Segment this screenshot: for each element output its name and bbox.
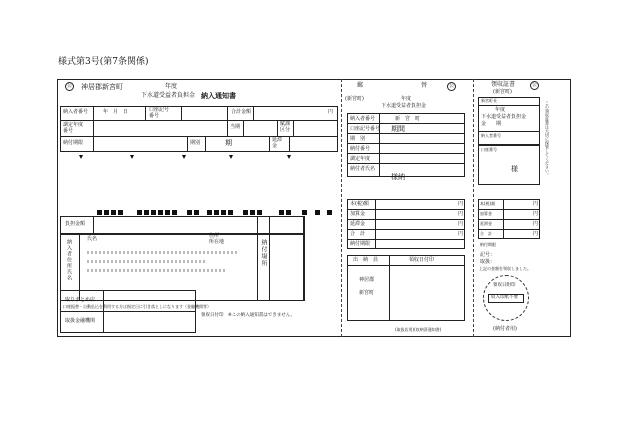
postal-fund-name: 下水道受益者負担金 xyxy=(381,103,427,109)
postal-town: 新 宮 町 xyxy=(395,116,421,122)
marker-arrow xyxy=(130,155,134,159)
receipt-note-3: 上記の金額を領収しました。 xyxy=(479,266,531,271)
postal-deadline: 納付期限 xyxy=(350,241,371,247)
notice-fund-name: 下水道受益者負担金 xyxy=(141,92,196,99)
receipt-delay-fee: 延滞金 xyxy=(480,221,492,226)
postal-name-value: 様納 xyxy=(391,173,405,181)
receipt-stamp-icon: 公 xyxy=(531,82,537,88)
postal-stamp-icon: 公 xyxy=(448,83,454,89)
postal-yen-4: 円 xyxy=(458,231,464,237)
receipt-footer: (納付者用) xyxy=(493,326,517,332)
postal-amount-main: 本(税)額 xyxy=(350,201,369,207)
notice-footnote: 口座振替・自動払込を利用する方は指定日に引き落としになります（金融機関等） xyxy=(63,304,211,309)
receipt-payer-number: 納入者番号 xyxy=(481,133,501,138)
postal-stamp-header: 領収日付印 xyxy=(409,257,435,263)
postal-account-value: 期間 xyxy=(391,125,405,133)
postal-surcharge: 加算金 xyxy=(350,211,366,217)
total-amount-label: 合計金額 xyxy=(231,109,252,115)
current-period-label: 当期 xyxy=(230,124,241,130)
notice-section xyxy=(57,79,341,337)
postal-section xyxy=(341,79,467,337)
receipt-yen-3: 円 xyxy=(533,221,539,227)
notice-year-label: 年度 xyxy=(165,83,178,90)
receipt-total: 合 計 xyxy=(480,231,492,236)
detail-table-title: 負担金額 xyxy=(65,221,86,227)
postal-header-2: 替 xyxy=(421,82,428,89)
bottom-box-2-label: 取扱金融機関 xyxy=(65,318,96,324)
postal-bank-2: 新宮町 xyxy=(359,290,375,296)
period-delay-label: 延滞 金 xyxy=(272,137,283,149)
receipt-period-line: 金 期 xyxy=(481,121,502,127)
receipt-stamp-sub: 収入印紙不要 xyxy=(491,295,518,300)
receipt-town-line: 新宮町長 xyxy=(481,98,497,103)
fiscal-year-label: 調定年度 番号 xyxy=(63,122,84,134)
period-label: 期別 xyxy=(190,140,201,146)
receipt-amount-main: 本(税)額 xyxy=(480,201,496,206)
receipt-year: 年度 xyxy=(495,107,506,113)
receipt-yen-4: 円 xyxy=(533,231,539,237)
postal-yen-2: 円 xyxy=(458,211,464,217)
receipt-account-label: 口座番号 xyxy=(481,147,497,152)
postal-yen-1: 円 xyxy=(458,201,464,207)
notice-detail-table xyxy=(60,216,304,234)
period-value: 期 xyxy=(225,139,232,147)
official-stamp-icon: 公 xyxy=(66,83,72,89)
perforation-line-2 xyxy=(473,79,474,337)
receipt-note-1: 記号： xyxy=(480,252,496,258)
postal-total: 合 計 xyxy=(350,231,366,237)
postal-payment-number: 納付番号 xyxy=(350,146,371,152)
payment-period-label: 納付期限 xyxy=(63,140,84,146)
postal-period-label: 期 別 xyxy=(350,136,366,142)
postal-footnote: (取扱店用)(収納済通知書) xyxy=(395,327,442,332)
notice-municipality: 神居郡新宮町 xyxy=(81,83,123,91)
notice-bottom-note: 領収日付印 ※この納入通知書はできません。 xyxy=(201,313,296,318)
address-column-label: 住所 所在地 xyxy=(209,233,225,245)
postal-town-paren: (新宮町) xyxy=(345,96,364,102)
receipt-town-paren: (新宮町) xyxy=(493,89,512,95)
receipt-surcharge: 加算金 xyxy=(480,211,492,216)
receipt-name-value: 様 xyxy=(511,165,518,173)
yen-label: 円 xyxy=(328,109,334,115)
postal-header-1: 郵 xyxy=(357,82,364,89)
postal-bank-1: 神居郡 xyxy=(359,277,375,283)
receipt-section xyxy=(475,79,571,337)
marker-arrow xyxy=(79,155,83,159)
postal-fiscal-year: 調定年度 xyxy=(350,156,371,162)
vertical-payment-place: 納付場所 xyxy=(260,239,267,267)
receipt-yen-1: 円 xyxy=(533,201,539,207)
name-column-label: 氏名 xyxy=(87,236,98,242)
vertical-left-label: 納入者住所氏名 xyxy=(66,239,72,281)
postal-year: 年度 xyxy=(401,96,412,102)
subject-label: 賦課 区分 xyxy=(280,121,291,133)
postal-yen-3: 円 xyxy=(458,221,464,227)
payer-number-label: 納入者番号 xyxy=(63,109,89,115)
date-label: 年 月 日 xyxy=(103,109,129,115)
marker-arrow xyxy=(287,155,291,159)
marker-arrow xyxy=(229,155,233,159)
receipt-fund-name: 下水道受益者負担金 xyxy=(481,114,527,120)
bottom-box-1-label: 取りまとめ店 xyxy=(65,297,96,303)
postal-recipient-header: 出 納 員 xyxy=(353,257,379,263)
account-label: 口座記号 番号 xyxy=(149,107,170,119)
notice-title: 納入通知書 xyxy=(201,92,236,100)
receipt-yen-2: 円 xyxy=(533,211,539,217)
postal-account-label: 口座記号番号 xyxy=(350,126,381,132)
postal-delay-fee: 延滞金 xyxy=(350,221,366,227)
postal-payer-name: 納付者氏名 xyxy=(350,166,376,172)
form-number: 様式第3号(第7条関係) xyxy=(58,57,149,67)
receipt-side-note: この領収証書は大切に保管してください。 xyxy=(545,101,550,177)
postal-payer-number: 納入者番号 xyxy=(350,116,376,122)
marker-arrow xyxy=(182,155,186,159)
receipt-stamp-label: 領収日附印 xyxy=(493,283,516,288)
receipt-deadline: 納付期限 xyxy=(480,242,496,247)
receipt-note-2: 取扱： xyxy=(480,259,496,265)
receipt-title: 領収証書 xyxy=(491,81,516,88)
